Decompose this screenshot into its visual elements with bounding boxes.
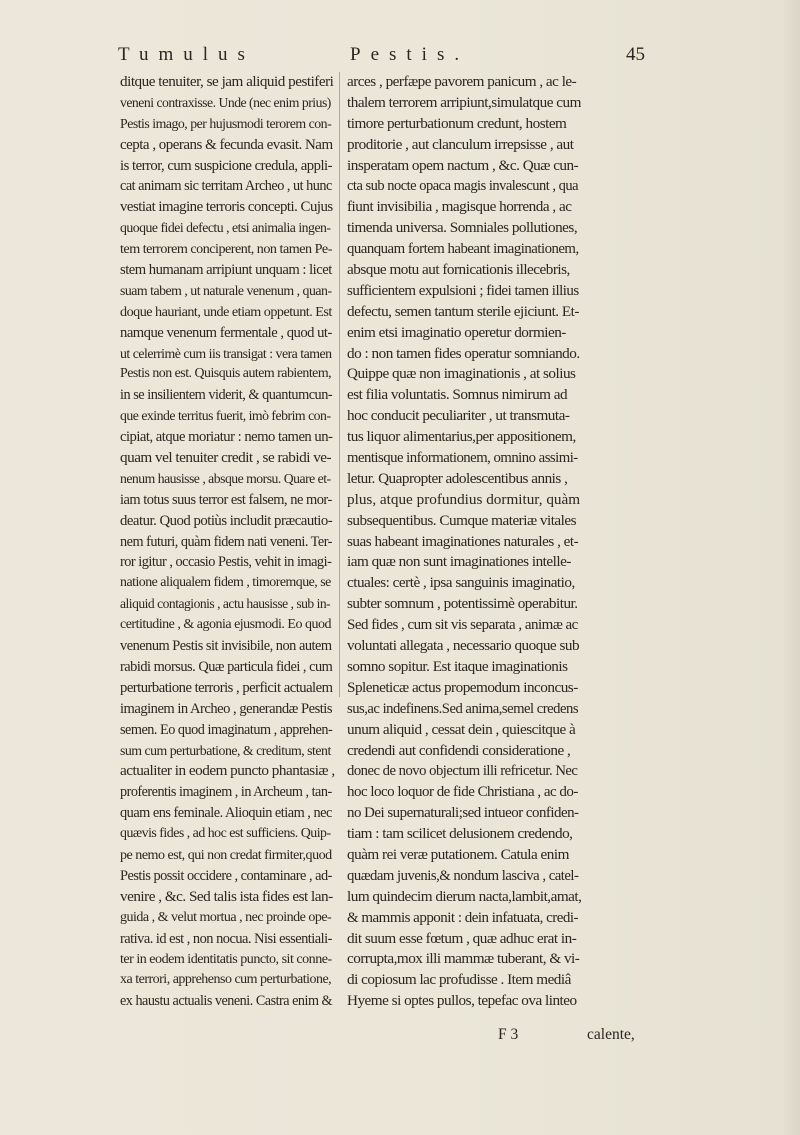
text-line: di copiosum lac profudisse . Item mediâ xyxy=(347,971,571,989)
text-line: que exinde territus fuerit, imò febrim con- xyxy=(120,408,331,424)
running-head xyxy=(118,44,678,70)
text-line: subter somnum , potentissimè operabitur. xyxy=(347,595,578,613)
text-line: Quippe quæ non imaginationis , at solius xyxy=(347,365,576,383)
text-line: proferentis imaginem , in Archeum , tan- xyxy=(120,784,332,801)
text-line: tiam : tam scilicet delusionem credendo, xyxy=(347,825,573,843)
text-line: proditorie , aut clanculum irrepsisse , aut xyxy=(347,135,574,153)
text-line: aliquid contagionis , actu hausisse , sub in- xyxy=(120,596,331,612)
text-line: cat animam sic territam Archeo , ut hunc xyxy=(120,178,332,195)
text-line: sufficientem expulsioni ; fidei tamen illius xyxy=(347,282,579,299)
text-line: ctuales: certè , ipsa sanguinis imaginatio, xyxy=(347,574,575,592)
text-line: credendi aut confidendi consideratione , xyxy=(347,741,571,759)
text-line: cta sub nocte opaca magis invalescunt , qua xyxy=(347,178,579,195)
text-line: in se insilientem viderit, & quantumcun- xyxy=(120,387,333,404)
text-line: insperatam opem nactum , &c. Quæ cun- xyxy=(347,156,579,174)
text-line: hoc conducit peculiariter , ut transmuta- xyxy=(347,407,570,425)
text-line: pe nemo est, qui non credat firmiter,quod xyxy=(120,846,332,863)
text-line: timore perturbationum credunt, hostem xyxy=(347,114,567,132)
text-line: corrupta,mox illi mammæ tuberant, & vi- xyxy=(347,950,580,968)
text-line: suam tabem , ut naturale venenum , quan- xyxy=(120,282,332,298)
text-line: & mammis apponit : dein infatuata, credi- xyxy=(347,909,578,926)
text-line: quàm rei veræ putationem. Catula enim xyxy=(347,845,569,863)
text-line: plus, atque profundius dormitur, quàm xyxy=(347,490,581,508)
text-line: letur. Quapropter adolescentibus annis , xyxy=(347,469,568,487)
text-line: enim etsi imaginatio operetur dormien- xyxy=(347,323,566,341)
text-line: rativa. id est , non nocua. Nisi essentiali- xyxy=(120,930,332,947)
column-rule xyxy=(339,72,340,697)
text-line: quam vel tenuiter credit , se rabidi ve- xyxy=(120,449,332,467)
text-line: quoque fidei defectu , etsi animalia ingen- xyxy=(120,220,331,236)
running-head-right: Pestis. xyxy=(350,44,470,65)
text-line: do : non tamen fides operatur somniando. xyxy=(347,344,580,362)
text-line: dit suum esse fœtum , quæ adhuc erat in- xyxy=(347,929,577,947)
text-line: natione aliqualem fidem , timoremque, se xyxy=(120,575,331,591)
text-line: subsequentibus. Cumque materiæ vitales xyxy=(347,511,577,529)
text-line: somno sopitur. Est itaque imaginationis xyxy=(347,657,568,675)
text-line: Hyeme si optes pullos, tepefac ova linteo xyxy=(347,992,577,1010)
text-line: quædam juvenis,& nondum lasciva , catel- xyxy=(347,867,579,884)
text-line: voluntati allegata , necessario quoque sub xyxy=(347,637,580,655)
text-line: veneni contraxisse. Unde (nec enim prius) xyxy=(120,94,331,110)
text-line: actualiter in eodem puncto phantasiæ , xyxy=(120,762,335,780)
text-line: hoc loco loquor de fide Christiana , ac do- xyxy=(347,784,578,801)
text-line: no Dei supernaturali;sed intueor confiden- xyxy=(347,805,579,822)
text-line: thalem terrorem arripiunt,simulatque cum xyxy=(347,93,581,111)
text-line: ror igitur , occasio Pestis, vehit in imagi- xyxy=(120,554,332,571)
text-line: sus,ac indefinens.Sed anima,semel credens xyxy=(347,700,579,717)
text-line: ut celerrimè cum iis transigat : vera tamen xyxy=(120,345,332,361)
text-line: quam ens feminale. Alioquin etiam , nec xyxy=(120,805,332,822)
text-line: Pestis non est. Quisquis autem rabientem, xyxy=(120,366,332,382)
page-edge-shadow xyxy=(782,0,800,1135)
text-line: iam quæ non sunt imaginationes intelle- xyxy=(347,553,571,571)
text-line: Spleneticæ actus propemodum inconcus- xyxy=(347,678,578,696)
catchword: calente, xyxy=(587,1026,635,1043)
text-line: Pestis imago, per hujusmodi terorem con- xyxy=(120,115,332,131)
text-line: arces , perfæpe pavorem panicum , ac le- xyxy=(347,73,577,90)
text-line: imaginem in Archeo , generandæ Pestis xyxy=(120,700,333,717)
text-line: donec de novo objectum illi refricetur. Nec xyxy=(347,763,578,780)
text-line: tus liquor alimentarius,per appositionem, xyxy=(347,428,576,446)
right-column xyxy=(347,72,581,1012)
text-line: fiunt invisibilia , magisque horrenda , ac xyxy=(347,198,572,216)
text-line: is terror, cum suspicione credula, appli- xyxy=(120,157,333,174)
text-line: ditque tenuiter, se jam aliquid pestiferi xyxy=(120,73,334,90)
text-line: ex haustu actualis veneni. Castra enim & xyxy=(120,993,333,1010)
text-line: vestiat imagine terroris concepti. Cujus xyxy=(120,199,333,216)
text-line: guida , & velut mortua , nec proinde ope- xyxy=(120,909,332,925)
text-line: quævis fides , ad hoc est sufficiens. Quip- xyxy=(120,826,331,842)
left-column xyxy=(120,72,335,1012)
text-line: lum quindecim dierum nacta,lambit,amat, xyxy=(347,887,581,905)
text-line: est filia voluntatis. Somnus nimirum ad xyxy=(347,386,568,404)
page-number: 45 xyxy=(626,44,645,65)
text-line: unum aliquid , cessat dein , quiescitque à xyxy=(347,720,576,738)
text-line: mentisque informationem, omnino assimi- xyxy=(347,450,578,467)
text-line: namque venenum fermentale , quod ut- xyxy=(120,324,332,341)
text-line: semen. Eo quod imaginatum , apprehen- xyxy=(120,721,333,738)
text-line: cepta , operans & fecunda evasit. Nam xyxy=(120,136,333,153)
text-line: perturbatione terroris , perficit actualem xyxy=(120,679,333,696)
text-line: Pestis possit occidere , contaminare , ad- xyxy=(120,867,332,884)
text-line: tem terrorem conciperent, non tamen Pe- xyxy=(120,241,332,258)
running-head-left: Tumulus xyxy=(118,44,255,65)
text-line: venire , &c. Sed talis ista fides est lan- xyxy=(120,887,333,905)
text-line: doque hauriant, unde etiam oppetunt. Est xyxy=(120,303,332,320)
signature-mark: F 3 xyxy=(498,1026,519,1043)
text-line: iam totus suus terror est falsem, ne mor- xyxy=(120,491,332,508)
text-line: deatur. Quod potiùs includit præcautio- xyxy=(120,512,333,529)
text-line: venenum Pestis sit invisibile, non autem xyxy=(120,638,332,655)
text-line: defectu, semen tantum sterile ejiciunt. Et- xyxy=(347,302,579,320)
text-line: cipiat, atque moriatur : nemo tamen un- xyxy=(120,429,333,446)
text-line: sum cum perturbatione, & creditum, stent xyxy=(120,742,331,758)
text-line: ter in eodem identitatis puncto, sit conne- xyxy=(120,951,332,968)
text-line: Sed fides , cum sit vis separata , animæ ac xyxy=(347,617,578,634)
text-line: quanquam fortem habeant imaginationem, xyxy=(347,241,579,258)
text-line: suas habeant imaginationes naturales , et- xyxy=(347,532,579,550)
text-line: nenum hausisse , absque morsu. Quare et- xyxy=(120,470,331,486)
text-line: rabidi morsus. Quæ particula fidei , cum xyxy=(120,658,333,675)
text-line: certitudine , & agonia ejusmodi. Eo quod xyxy=(120,617,331,633)
text-line: timenda universa. Somniales pollutiones, xyxy=(347,219,578,237)
text-line: xa terrori, apprehenso cum perturbatione, xyxy=(120,972,332,988)
text-line: nem futuri, quàm fidem nati veneni. Ter- xyxy=(120,533,332,550)
text-line: stem humanam arripiunt unquam : licet xyxy=(120,262,332,279)
text-line: absque motu aut fornicationis illecebris, xyxy=(347,261,570,279)
